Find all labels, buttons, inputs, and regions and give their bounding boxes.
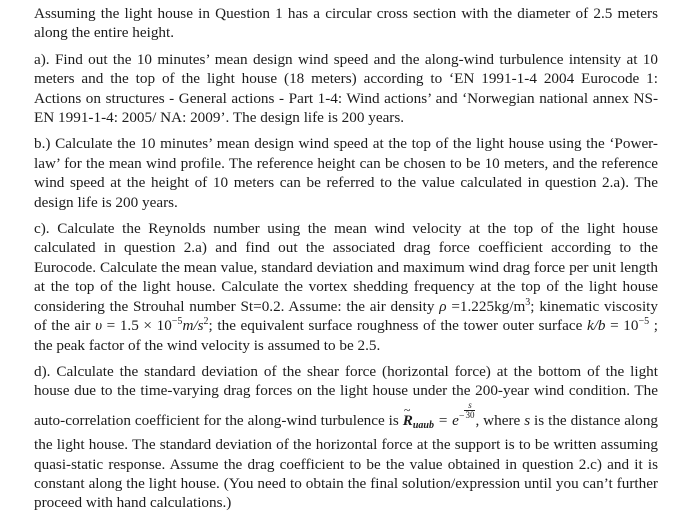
exp-equation: = e	[434, 411, 459, 429]
kb-symbol: k/b	[586, 317, 606, 335]
exp-denominator: 30	[465, 409, 475, 420]
exp-minus: −	[458, 410, 465, 422]
kb-exponent: −5	[638, 316, 650, 328]
part-c-text-2: ; kinematic viscosity of the air	[34, 297, 658, 335]
nu-symbol: υ	[95, 317, 103, 335]
rho-value: =1.225kg/m	[446, 297, 526, 315]
part-c-paragraph	[34, 219, 658, 355]
problem-text	[34, 4, 658, 520]
part-a-paragraph: a). Find out the 10 minutes’ mean design wind speed and the along-wind turbulence intensity at 10 meters and the top of the light house (18 meters) according to ‘EN 1991-1-4 2004 Eurocode 1: Actions on structures - General actions - Part 1-4: Wind actions’ and ‘Norwegian national annex NS-EN 1991-1-4: 2005/ NA: 2009’. The design life is 200 years.	[34, 50, 658, 127]
kb-value: = 10	[605, 317, 639, 335]
r-tilde-symbol: ~ R	[403, 411, 413, 430]
nu-value: = 1.5 × 10	[102, 317, 172, 335]
part-c-text-4: ; the peak factor of the wind velocity is assumed to be 2.5.	[34, 317, 658, 354]
nu-exponent: −5	[171, 316, 183, 328]
part-d-text-1: d). Calculate the standard deviation of the shear force (horizontal force) at the bottom of the light house due to the time-varying drag forces on the light house under the 200-year wind condition. The auto-correlation coefficient for the along-wind turbulence is	[34, 362, 658, 429]
nu-unit-m: m	[182, 317, 194, 335]
part-d-text-3: is the distance along the light house. The standard deviation of the horizontal force at the support is to be written assuming quasi-static response. Assume the drag coefficient to be the value obtained in question 2.c) and it is constant along the light house. (You need to obtain the final solution/expression until you can’t further proceed with hand calculations.)	[34, 411, 659, 512]
r-subscript: uaub	[412, 419, 434, 431]
part-d-text-2: , where	[475, 411, 525, 429]
nu-unit-exponent: 2	[203, 316, 209, 328]
part-c-text-1: c). Calculate the Reynolds number using the mean wind velocity at the top of the light house calculated in question 2.a) and find out the associated drag force coefficient according to the Eurocode. Calculate the mean value, standard deviation and maximum wind drag force per unit length at the top of the light house. Calculate the vortex shedding frequency at the top of the light house considering the Strouhal number St=0.2. Assume: the air density	[34, 220, 658, 315]
part-b-paragraph: b.) Calculate the 10 minutes’ mean design wind speed at the top of the light house using the ‘Power-law’ for the mean wind profile. The reference height can be chosen to be 10 meters, and the reference wind speed at the height of 10 meters can be referred to the value calculated in question 2.a). The design life is 200 years.	[34, 135, 658, 211]
intro-paragraph: Assuming the light house in Question 1 has a circular cross section with the diameter of 2.5 meters along the entire height.	[34, 5, 658, 42]
exp-numerator: s	[464, 401, 475, 411]
s-symbol: s	[524, 411, 531, 429]
rho-symbol: ρ	[439, 297, 447, 315]
exp-fraction	[464, 401, 475, 420]
nu-unit-s: /s	[193, 317, 204, 335]
rho-exponent: 3	[525, 296, 531, 308]
part-c-text-3: ; the equivalent surface roughness of the tower outer surface	[208, 317, 587, 335]
part-d-paragraph	[34, 362, 658, 513]
